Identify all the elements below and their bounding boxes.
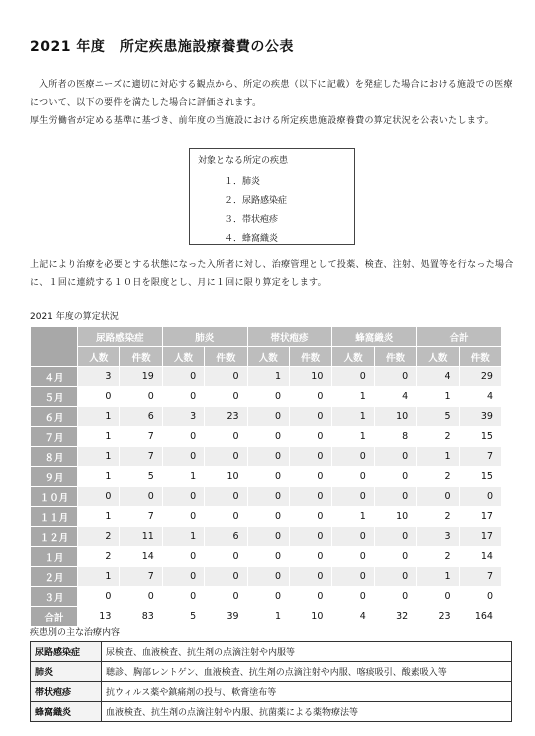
treatment-row xyxy=(31,702,512,722)
month-cell: ３月 xyxy=(31,587,78,607)
value-cell: 0 xyxy=(332,487,374,507)
value-cell: 0 xyxy=(205,507,247,527)
value-cell: 0 xyxy=(247,567,289,587)
disease-header: 尿路感染症 xyxy=(78,327,163,347)
month-cell: １１月 xyxy=(31,507,78,527)
subheader-cell: 人数 xyxy=(332,347,374,367)
value-cell: 0 xyxy=(205,387,247,407)
value-cell: 0 xyxy=(332,547,374,567)
value-cell: 1 xyxy=(162,467,204,487)
value-cell: 0 xyxy=(247,547,289,567)
value-cell: 0 xyxy=(247,507,289,527)
month-cell: ７月 xyxy=(31,427,78,447)
table-row xyxy=(31,447,502,467)
value-cell: 5 xyxy=(120,467,162,487)
treatment-disease-cell: 肺炎 xyxy=(31,662,102,682)
value-cell: 0 xyxy=(162,367,204,387)
value-cell: 4 xyxy=(374,387,416,407)
value-cell: 7 xyxy=(120,427,162,447)
value-cell: 0 xyxy=(120,487,162,507)
value-cell: 2 xyxy=(78,527,120,547)
value-cell: 15 xyxy=(459,427,501,447)
value-cell: 15 xyxy=(459,467,501,487)
disease-header: 合計 xyxy=(417,327,502,347)
target-disease-item: ２．尿路感染症 xyxy=(224,196,288,206)
total-value-cell: 4 xyxy=(332,607,374,627)
treatment-row xyxy=(31,662,512,682)
value-cell: 0 xyxy=(289,567,331,587)
value-cell: 1 xyxy=(78,467,120,487)
value-cell: 1 xyxy=(78,567,120,587)
subheader-cell: 件数 xyxy=(205,347,247,367)
value-cell: 0 xyxy=(247,427,289,447)
table-row xyxy=(31,467,502,487)
value-cell: 0 xyxy=(247,467,289,487)
value-cell: 14 xyxy=(459,547,501,567)
value-cell: 4 xyxy=(417,367,459,387)
value-cell: 0 xyxy=(162,507,204,527)
disease-header: 帯状疱疹 xyxy=(247,327,332,347)
value-cell: 0 xyxy=(459,587,501,607)
value-cell: 11 xyxy=(120,527,162,547)
value-cell: 0 xyxy=(205,367,247,387)
value-cell: 23 xyxy=(205,407,247,427)
stats-corner-cell xyxy=(31,327,78,367)
total-value-cell: 10 xyxy=(289,607,331,627)
value-cell: 2 xyxy=(78,547,120,567)
value-cell: 0 xyxy=(289,387,331,407)
value-cell: 2 xyxy=(417,427,459,447)
total-value-cell: 83 xyxy=(120,607,162,627)
value-cell: 0 xyxy=(247,527,289,547)
month-cell: ９月 xyxy=(31,467,78,487)
value-cell: 4 xyxy=(459,387,501,407)
subheader-cell: 人数 xyxy=(417,347,459,367)
target-diseases-box xyxy=(189,148,355,245)
value-cell: 0 xyxy=(374,487,416,507)
stats-title: 2021 年度の算定状況 xyxy=(30,312,119,322)
stats-header-row xyxy=(31,327,502,347)
treatment-content-cell: 血液検査、抗生剤の点滴注射や内服、抗菌薬による薬物療法等 xyxy=(102,702,512,722)
value-cell: 7 xyxy=(120,507,162,527)
table-row xyxy=(31,427,502,447)
value-cell: 0 xyxy=(374,527,416,547)
value-cell: 1 xyxy=(417,447,459,467)
value-cell: 0 xyxy=(247,387,289,407)
value-cell: 0 xyxy=(332,567,374,587)
treatments-title: 疾患別の主な治療内容 xyxy=(30,628,121,638)
value-cell: 7 xyxy=(459,567,501,587)
value-cell: 0 xyxy=(162,387,204,407)
table-row xyxy=(31,507,502,527)
total-row xyxy=(31,607,502,627)
value-cell: 1 xyxy=(78,507,120,527)
total-value-cell: 32 xyxy=(374,607,416,627)
table-row xyxy=(31,587,502,607)
treatment-disease-cell: 帯状疱疹 xyxy=(31,682,102,702)
target-disease-item: ３．帯状疱疹 xyxy=(224,215,279,225)
treatment-disease-cell: 蜂窩織炎 xyxy=(31,702,102,722)
table-row xyxy=(31,367,502,387)
target-disease-item: ４．蜂窩織炎 xyxy=(224,234,279,244)
value-cell: 3 xyxy=(162,407,204,427)
value-cell: 39 xyxy=(459,407,501,427)
value-cell: 0 xyxy=(78,387,120,407)
page-title: 2021 年度 所定疾患施設療養費の公表 xyxy=(30,39,294,55)
value-cell: 0 xyxy=(205,487,247,507)
table-row xyxy=(31,487,502,507)
value-cell: 7 xyxy=(120,567,162,587)
value-cell: 10 xyxy=(374,507,416,527)
value-cell: 0 xyxy=(162,427,204,447)
value-cell: 0 xyxy=(247,587,289,607)
table-row xyxy=(31,407,502,427)
value-cell: 0 xyxy=(289,487,331,507)
treatment-content-cell: 尿検査、血液検査、抗生剤の点滴注射や内服等 xyxy=(102,642,512,662)
value-cell: 0 xyxy=(289,587,331,607)
value-cell: 0 xyxy=(332,467,374,487)
value-cell: 0 xyxy=(374,547,416,567)
value-cell: 17 xyxy=(459,507,501,527)
value-cell: 5 xyxy=(417,407,459,427)
value-cell: 0 xyxy=(332,527,374,547)
target-diseases-title: 対象となる所定の疾患 xyxy=(198,156,289,166)
total-value-cell: 23 xyxy=(417,607,459,627)
treatment-content-cell: 抗ウィルス薬や鎮痛剤の投与、軟膏塗布等 xyxy=(102,682,512,702)
subheader-cell: 件数 xyxy=(374,347,416,367)
value-cell: 0 xyxy=(289,427,331,447)
value-cell: 0 xyxy=(374,587,416,607)
month-cell: １２月 xyxy=(31,527,78,547)
table-row xyxy=(31,547,502,567)
value-cell: 1 xyxy=(332,427,374,447)
stats-subheader-row xyxy=(31,347,502,367)
disclosure-paragraph: 厚生労働省が定める基準に基づき、前年度の当施設における所定疾患施設療養費の算定状況を公表いたします。 xyxy=(30,116,494,126)
total-label-cell: 合計 xyxy=(31,607,78,627)
value-cell: 0 xyxy=(374,467,416,487)
value-cell: 0 xyxy=(289,507,331,527)
table-row xyxy=(31,387,502,407)
value-cell: 0 xyxy=(162,547,204,567)
value-cell: 0 xyxy=(289,547,331,567)
value-cell: 17 xyxy=(459,527,501,547)
value-cell: 0 xyxy=(120,387,162,407)
value-cell: 0 xyxy=(162,487,204,507)
treatment-row xyxy=(31,642,512,662)
value-cell: 14 xyxy=(120,547,162,567)
value-cell: 0 xyxy=(417,487,459,507)
value-cell: 29 xyxy=(459,367,501,387)
value-cell: 0 xyxy=(459,487,501,507)
value-cell: 1 xyxy=(247,367,289,387)
value-cell: 10 xyxy=(289,367,331,387)
total-value-cell: 1 xyxy=(247,607,289,627)
intro-paragraph: 入所者の医療ニーズに適切に対応する観点から、所定の疾患（以下に記載）を発症した場合における施設での医療について、以下の要件を満たした場合に評価されます。 xyxy=(30,80,513,108)
value-cell: 0 xyxy=(374,567,416,587)
subheader-cell: 人数 xyxy=(247,347,289,367)
value-cell: 1 xyxy=(78,447,120,467)
month-cell: ２月 xyxy=(31,567,78,587)
value-cell: 7 xyxy=(459,447,501,467)
subheader-cell: 件数 xyxy=(289,347,331,367)
value-cell: 0 xyxy=(205,447,247,467)
value-cell: 0 xyxy=(78,587,120,607)
value-cell: 19 xyxy=(120,367,162,387)
value-cell: 6 xyxy=(120,407,162,427)
value-cell: 0 xyxy=(332,587,374,607)
value-cell: 0 xyxy=(162,447,204,467)
value-cell: 0 xyxy=(205,427,247,447)
subheader-cell: 人数 xyxy=(78,347,120,367)
value-cell: 0 xyxy=(374,367,416,387)
value-cell: 1 xyxy=(332,407,374,427)
treatment-content-cell: 聴診、胸部レントゲン、血液検査、抗生剤の点滴注射や内服、喀痰吸引、酸素吸入等 xyxy=(102,662,512,682)
value-cell: 0 xyxy=(205,547,247,567)
disease-header: 蜂窩織炎 xyxy=(332,327,417,347)
value-cell: 0 xyxy=(247,487,289,507)
value-cell: 3 xyxy=(78,367,120,387)
value-cell: 0 xyxy=(289,407,331,427)
subheader-cell: 件数 xyxy=(459,347,501,367)
month-cell: １月 xyxy=(31,547,78,567)
value-cell: 0 xyxy=(205,567,247,587)
value-cell: 0 xyxy=(247,447,289,467)
value-cell: 1 xyxy=(78,427,120,447)
value-cell: 0 xyxy=(162,587,204,607)
value-cell: 7 xyxy=(120,447,162,467)
month-cell: １０月 xyxy=(31,487,78,507)
treatment-row xyxy=(31,682,512,702)
subheader-cell: 件数 xyxy=(120,347,162,367)
total-value-cell: 39 xyxy=(205,607,247,627)
month-cell: ５月 xyxy=(31,387,78,407)
value-cell: 8 xyxy=(374,427,416,447)
value-cell: 1 xyxy=(78,407,120,427)
stats-table xyxy=(30,326,502,627)
value-cell: 1 xyxy=(332,507,374,527)
value-cell: 2 xyxy=(417,547,459,567)
value-cell: 1 xyxy=(162,527,204,547)
value-cell: 0 xyxy=(374,447,416,467)
total-value-cell: 164 xyxy=(459,607,501,627)
table-row xyxy=(31,567,502,587)
value-cell: 2 xyxy=(417,467,459,487)
value-cell: 1 xyxy=(332,387,374,407)
value-cell: 3 xyxy=(417,527,459,547)
month-cell: ８月 xyxy=(31,447,78,467)
value-cell: 10 xyxy=(374,407,416,427)
requirement-paragraph: 上記により治療を必要とする状態になった入所者に対し、治療管理として投薬、検査、注射、処置等を行なった場合に、１回に連続する１０日を限度とし、月に１回に限り算定をします。 xyxy=(30,260,514,288)
value-cell: 6 xyxy=(205,527,247,547)
value-cell: 0 xyxy=(289,447,331,467)
value-cell: 2 xyxy=(417,507,459,527)
value-cell: 0 xyxy=(205,587,247,607)
total-value-cell: 13 xyxy=(78,607,120,627)
value-cell: 0 xyxy=(247,407,289,427)
month-cell: ４月 xyxy=(31,367,78,387)
value-cell: 0 xyxy=(289,467,331,487)
disease-header: 肺炎 xyxy=(162,327,247,347)
treatments-table xyxy=(30,641,512,722)
subheader-cell: 人数 xyxy=(162,347,204,367)
value-cell: 0 xyxy=(332,367,374,387)
total-value-cell: 5 xyxy=(162,607,204,627)
month-cell: ６月 xyxy=(31,407,78,427)
value-cell: 1 xyxy=(417,567,459,587)
value-cell: 0 xyxy=(417,587,459,607)
value-cell: 0 xyxy=(120,587,162,607)
value-cell: 0 xyxy=(162,567,204,587)
value-cell: 0 xyxy=(332,447,374,467)
target-disease-item: １．肺炎 xyxy=(224,177,261,187)
table-row xyxy=(31,527,502,547)
value-cell: 0 xyxy=(289,527,331,547)
value-cell: 10 xyxy=(205,467,247,487)
value-cell: 1 xyxy=(417,387,459,407)
value-cell: 0 xyxy=(78,487,120,507)
treatment-disease-cell: 尿路感染症 xyxy=(31,642,102,662)
